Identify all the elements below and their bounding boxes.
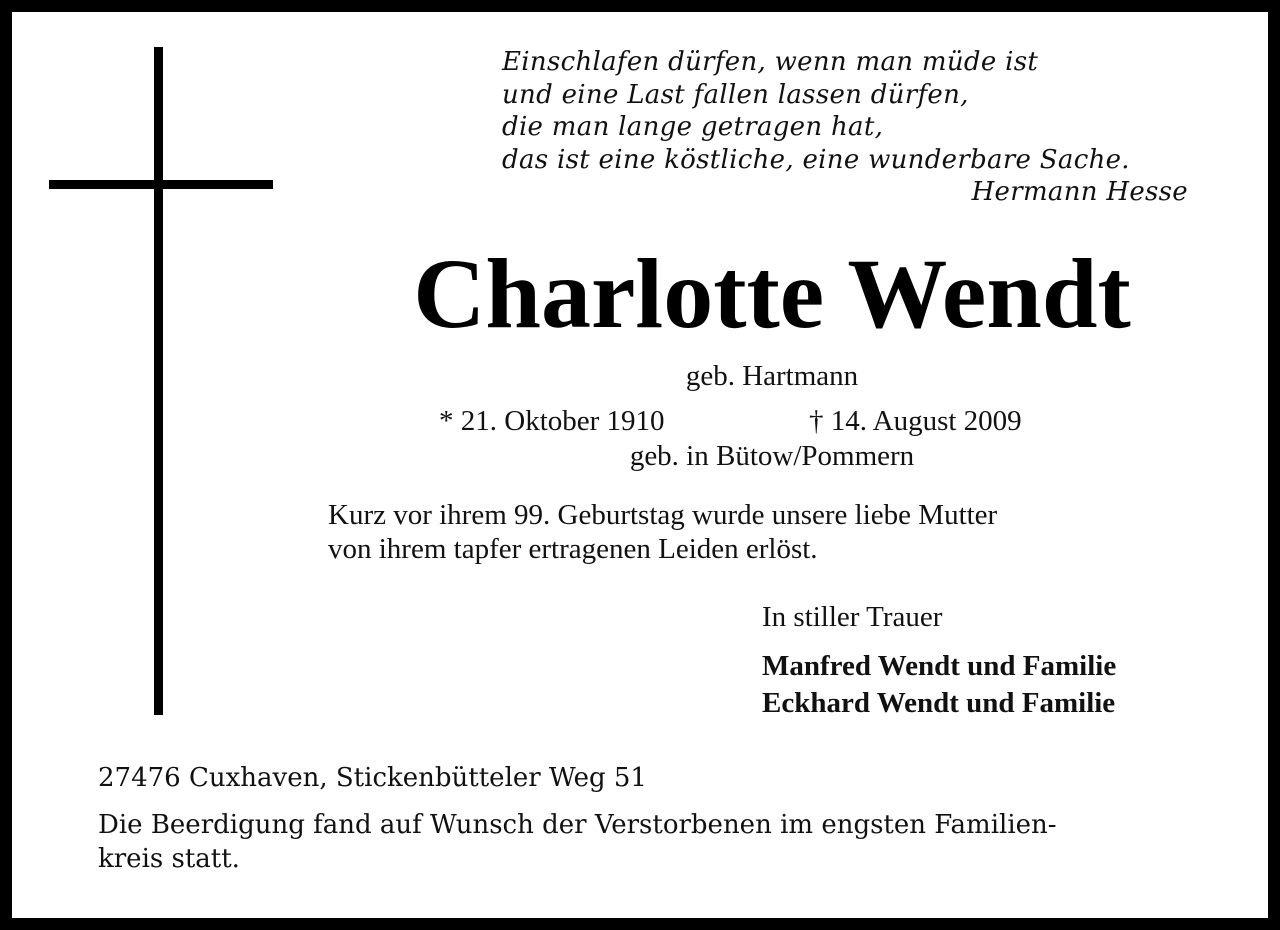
- mourners-list: [762, 648, 1116, 722]
- message-line: von ihrem tapfer ertragenen Leiden erlöst.: [328, 533, 818, 565]
- deceased-name: Charlotte Wendt: [413, 238, 1131, 349]
- birth-name: geb. Hartmann: [685, 360, 859, 392]
- life-dates: [439, 404, 1119, 438]
- death-date: † 14. August 2009: [809, 405, 1022, 437]
- poem-line: die man lange getragen hat,: [502, 112, 884, 142]
- mourner-name: Eckhard Wendt und Familie: [762, 687, 1116, 719]
- poem-line: und eine Last fallen lassen dürfen,: [502, 79, 969, 110]
- birthplace: geb. in Bütow/Pommern: [629, 440, 915, 472]
- cross-vertical-bar: [154, 47, 163, 715]
- poem-line: Einschlafen dürfen, wenn man müde ist: [502, 47, 1039, 77]
- message-line: Kurz vor ihrem 99. Geburtstag wurde unsere liebe Mutter: [328, 499, 998, 531]
- poem-line: das ist eine köstliche, eine wunderbare Sache.: [502, 144, 1130, 175]
- funeral-line: Die Beerdigung fand auf Wunsch der Verstorbenen im engsten Familien-: [98, 810, 1057, 840]
- poem-quote: [502, 46, 1188, 209]
- mourning-intro: In stiller Trauer: [762, 601, 943, 633]
- poem-author: Hermann Hesse: [971, 177, 1188, 207]
- address: 27476 Cuxhaven, Stickenbütteler Weg 51: [98, 763, 647, 793]
- funeral-line: kreis statt.: [98, 844, 240, 874]
- mourner-name: Manfred Wendt und Familie: [762, 650, 1117, 682]
- birth-date: * 21. Oktober 1910: [439, 405, 665, 437]
- funeral-note: [98, 808, 1208, 876]
- obituary-message: [328, 498, 1208, 566]
- cross-horizontal-bar: [49, 180, 273, 189]
